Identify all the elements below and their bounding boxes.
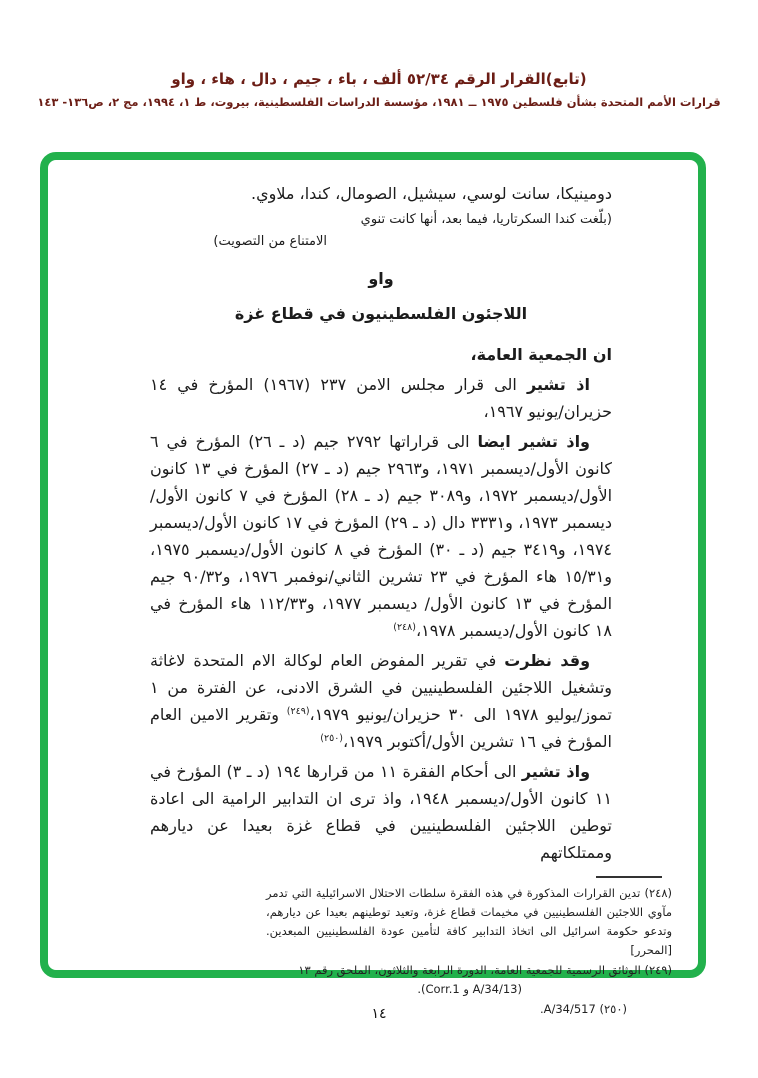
page-number: ١٤ xyxy=(371,1006,387,1022)
preamble-opening: ان الجمعية العامة، xyxy=(470,345,612,364)
footnote-text: الوثائق الرسمية للجمعية العامة، الدورة الرابعة والثلاثون، الملحق رقم ١٣ xyxy=(298,963,641,977)
footnote-ref-249: (٢٤٩) xyxy=(286,706,310,717)
preamble-paragraph-1 xyxy=(150,371,612,425)
source-citation: قرارات الأمم المتحدة بشأن فلسطين ١٩٧٥ ــ ١٩٨١، مؤسسة الدراسات الفلسطينية، بيروت، ط ١، ١٩٩٤، مج ٢، ص١٣٦- ١٤٣ xyxy=(37,95,721,109)
footnote-ref-250: (٢٥٠) xyxy=(320,733,344,744)
paragraph-text: الى قراراتها ٢٧٩٢ جيم (د ـ ٢٦) المؤرخ في ٦ كانون الأول/ديسمبر ١٩٧١، و٢٩٦٣ جيم (د ـ ٢٧) المؤرخ في ١٣ كانون الأول/ديسمبر ١٩٧٢، و٣٠٨٩ جيم (د ـ ٢٨) المؤرخ في ٧ كانون الأول/ديسمبر ١٩٧٣، و٣٣٣١ دال (د ـ ٢٩) المؤرخ في ١٧ كانون الأول/ديسمبر ١٩٧٤، و٣٤١٩ جيم (د ـ ٣٠) المؤرخ في ٨ كانون الأول/ديسمبر ١٩٧٥، و١٥/٣١ هاء المؤرخ في ٢٣ تشرين الثاني/نوفمبر ١٩٧٦، و٩٠/٣٢ جيم المؤرخ في ١٣ كانون الأول/ ديسمبر ١٩٧٧، و١١٢/٣٣ هاء المؤرخ في ١٨ كانون الأول/ديسمبر ١٩٧٨، xyxy=(150,432,613,640)
paragraph-text: الى قرار مجلس الامن ٢٣٧ (١٩٦٧) المؤرخ في ١٤ حزيران/يونيو ١٩٦٧، xyxy=(150,375,612,421)
page-header xyxy=(0,70,758,109)
paragraph-lead: اذ تشير xyxy=(526,375,591,394)
footnote-text-line2: (A/34/13 و Corr.1). xyxy=(417,982,522,996)
footnotes-section xyxy=(266,876,672,1019)
footnote-number: (٢٤٨) xyxy=(644,886,672,900)
secretariat-note xyxy=(150,209,612,253)
paragraph-lead: وقد نظرت xyxy=(504,651,591,670)
paragraph-lead: واذ تشير ايضا xyxy=(477,432,590,451)
footnote-249 xyxy=(266,961,672,999)
footnote-number: (٢٤٩) xyxy=(644,963,672,977)
vote-countries-list: دومينيكا، سانت لوسي، سيشيل، الصومال، كندا، ملاوي. xyxy=(250,184,612,203)
footnote-text: A/34/517. xyxy=(539,1002,596,1016)
paragraph-text: وتقرير الامين العام المؤرخ في ١٦ تشرين الأول/أكتوبر ١٩٧٩، xyxy=(150,705,612,751)
resolution-body xyxy=(48,160,698,1016)
footnote-number: (٢٥٠) xyxy=(599,1002,627,1016)
footnote-separator xyxy=(596,876,662,878)
preamble-paragraph-3 xyxy=(150,647,612,755)
paragraph-text: في تقرير المفوض العام لوكالة الام المتحدة لاغاثة وتشغيل اللاجئين الفلسطينيين في الشرق الادنى، عن الفترة من ١ تموز/يوليو ١٩٧٨ الى ٣٠ حزيران/يونيو ١٩٧٩، xyxy=(150,651,613,724)
footnote-text: تدين القرارات المذكورة في هذه الفقرة سلطات الاحتلال الاسرائيلية التي تدمر مآوي اللاجئين الفلسطينيين في مخيمات قطاع غزة، وتعيد توطينهم بعيدا عن ديارهم، وتدعو حكومة اسرائيل الى اتخاذ التدابير كافة لتأمين عودة الفلسطينيين المبعدين. [المحرر] xyxy=(266,886,672,957)
secretariat-note-line2: الامتناع من التصويت) xyxy=(213,234,327,249)
secretariat-note-line1: (بلّغت كندا السكرتاريا، فيما بعد، أنها كانت تنوي xyxy=(360,212,612,227)
section-title: اللاجئون الفلسطينيون في قطاع غزة xyxy=(234,304,528,323)
preamble-paragraph-2 xyxy=(150,428,612,644)
footnote-ref-248: (٢٤٨) xyxy=(393,622,416,633)
footnote-248 xyxy=(266,884,672,960)
resolution-title: (تابع)القرار الرقم ٥٢/٣٤ ألف ، باء ، جيم ، دال ، هاء ، واو xyxy=(171,70,587,88)
section-letter: واو xyxy=(368,269,394,288)
paragraph-text: الى أحكام الفقرة ١١ من قرارها ١٩٤ (د ـ ٣) المؤرخ في ١١ كانون الأول/ديسمبر ١٩٤٨، واذ ترى ان التدابير الرامية الى اعادة توطين اللاجئين الفلسطينيين في قطاع غزة بعيدا عن ديارهم وممتلكاتهم xyxy=(150,762,613,862)
paragraph-lead: واذ تشير xyxy=(521,762,591,781)
preamble-paragraph-4 xyxy=(150,758,612,866)
